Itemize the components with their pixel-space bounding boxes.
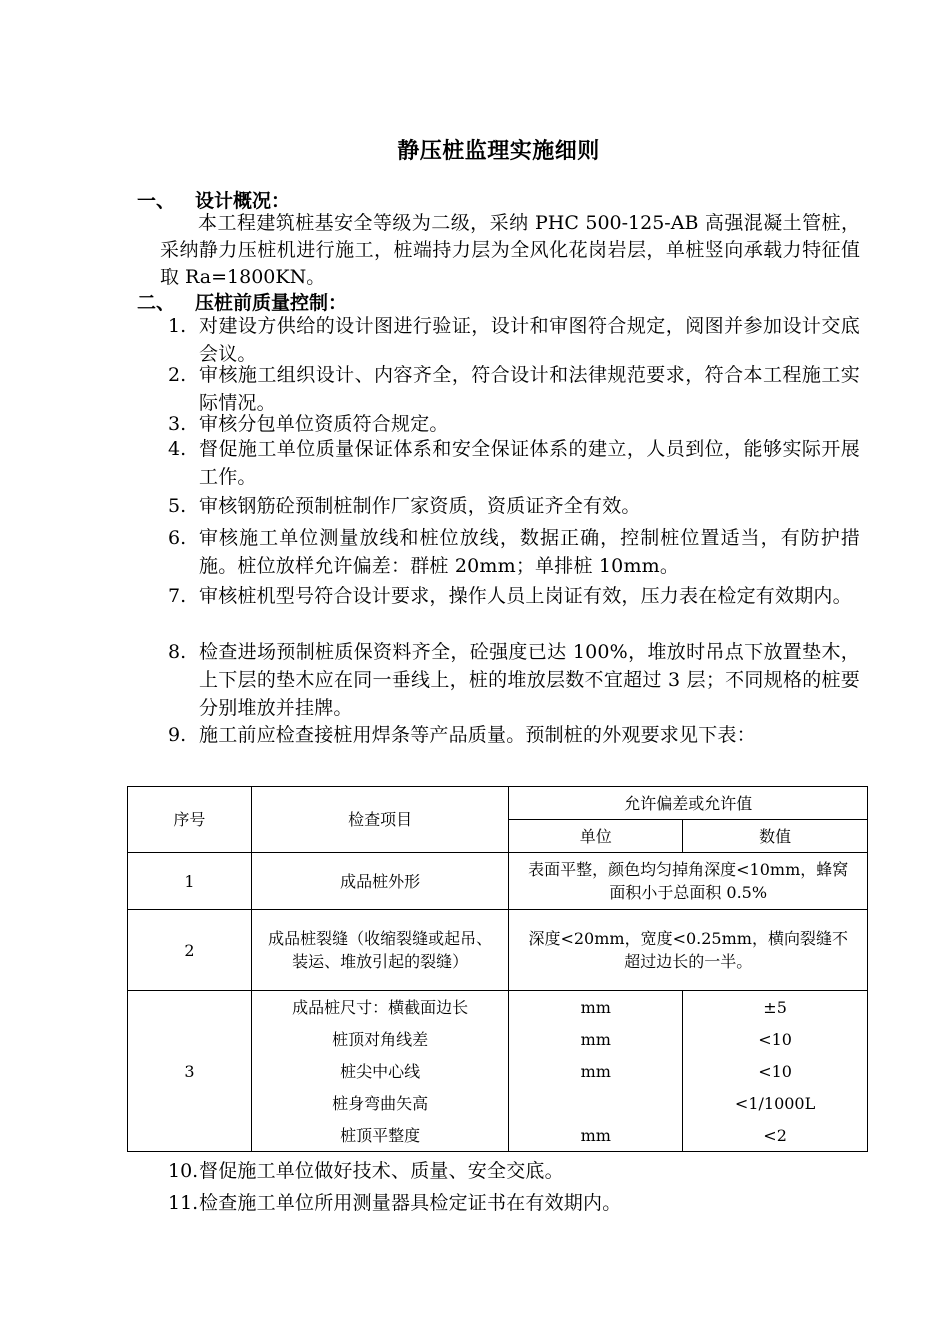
list-item-number: 9.: [168, 724, 187, 746]
table-row: [128, 853, 868, 910]
cell-value: <1/1000L: [683, 1087, 868, 1119]
table-row: [128, 991, 868, 1024]
list-item-number: 5.: [168, 495, 187, 517]
list-item-number: 8.: [168, 641, 187, 663]
cell-value: <2: [683, 1119, 868, 1152]
header-unit: 单位: [509, 820, 683, 853]
list-item: [168, 1157, 860, 1185]
section-1-number: 一、: [137, 190, 176, 212]
list-item: [168, 435, 860, 491]
list-item: [168, 638, 860, 722]
list-item-number: 11.: [168, 1192, 199, 1214]
list-item-number: 3.: [168, 413, 187, 435]
list-item-text: 审核分包单位资质符合规定。: [199, 413, 449, 435]
cell-value: <10: [683, 1055, 868, 1087]
list-item-text: 审核施工单位测量放线和桩位放线，数据正确，控制桩位置适当，有防护措施。桩位放样允许偏差：群桩 20mm；单排桩 10mm。: [199, 527, 860, 577]
cell-unit: mm: [509, 991, 683, 1024]
section-2-title: 压桩前质量控制：: [195, 292, 348, 314]
cell-item: 成品桩外形: [251, 853, 509, 910]
list-item-number: 10.: [168, 1160, 199, 1182]
header-allow: 允许偏差或允许值: [509, 787, 868, 820]
pile-appearance-table: [127, 786, 868, 1152]
header-value: 数值: [683, 820, 868, 853]
cell-item: 成品桩尺寸：横截面边长: [251, 991, 509, 1024]
section-2-heading: [137, 288, 347, 315]
cell-seq: 2: [128, 910, 252, 991]
list-item: [168, 410, 860, 438]
cell-allow: 深度<20mm，宽度<0.25mm，横向裂缝不超过边长的一半。: [509, 910, 868, 991]
section-1-paragraph: 本工程建筑桩基安全等级为二级，采纳 PHC 500-125-AB 高强混凝土管桩，采纳静力压桩机进行施工，桩端持力层为全风化花岗岩层，单桩竖向承载力特征值取 Ra=1800KN。: [160, 212, 860, 288]
list-item-number: 2.: [168, 364, 187, 386]
list-item-text: 督促施工单位质量保证体系和安全保证体系的建立，人员到位，能够实际开展工作。: [199, 438, 860, 488]
cell-item: 桩尖中心线: [251, 1055, 509, 1087]
cell-item: 成品桩裂缝（收缩裂缝或起吊、装运、堆放引起的裂缝）: [251, 910, 509, 991]
list-item-text: 督促施工单位做好技术、质量、安全交底。: [199, 1160, 564, 1182]
list-item-text: 对建设方供给的设计图进行验证，设计和审图符合规定，阅图并参加设计交底会议。: [199, 315, 860, 365]
cell-item: 桩顶平整度: [251, 1119, 509, 1152]
cell-value: ±5: [683, 991, 868, 1024]
list-item: [168, 312, 860, 368]
cell-item: 桩顶对角线差: [251, 1023, 509, 1055]
list-item-number: 4.: [168, 438, 187, 460]
list-item: [168, 1189, 860, 1217]
table-header-row: [128, 787, 868, 820]
section-1-title: 设计概况：: [195, 190, 291, 212]
cell-unit: [509, 1087, 683, 1119]
list-item: [168, 492, 860, 520]
section-2-number: 二、: [137, 292, 176, 314]
cell-seq: 1: [128, 853, 252, 910]
cell-unit: mm: [509, 1119, 683, 1152]
table-row: [128, 910, 868, 991]
section-1-heading: [137, 186, 290, 213]
page-title: 静压桩监理实施细则: [397, 139, 600, 164]
list-item-text: 施工前应检查接桩用焊条等产品质量。预制桩的外观要求见下表：: [199, 724, 756, 746]
cell-unit: mm: [509, 1023, 683, 1055]
header-item: 检查项目: [251, 787, 509, 853]
header-seq: 序号: [128, 787, 252, 853]
list-item-text: 审核施工组织设计、内容齐全，符合设计和法律规范要求，符合本工程施工实际情况。: [199, 364, 860, 414]
list-item-text: 审核桩机型号符合设计要求，操作人员上岗证有效，压力表在检定有效期内。: [199, 585, 852, 607]
list-item-text: 检查施工单位所用测量器具检定证书在有效期内。: [199, 1192, 622, 1214]
list-item: [168, 721, 860, 749]
list-item-text: 审核钢筋砼预制桩制作厂家资质，资质证齐全有效。: [199, 495, 641, 517]
list-item: [168, 582, 860, 610]
list-item-text: 检查进场预制桩质保资料齐全，砼强度已达 100%，堆放时吊点下放置垫木，上下层的垫木应在同一垂线上，桩的堆放层数不宜超过 3 层；不同规格的桩要分别堆放并挂牌。: [199, 641, 860, 719]
cell-seq: 3: [128, 991, 252, 1152]
list-item-number: 7.: [168, 585, 187, 607]
cell-allow: 表面平整，颜色均匀掉角深度<10mm，蜂窝面积小于总面积 0.5%: [509, 853, 868, 910]
list-item: [168, 361, 860, 417]
cell-unit: mm: [509, 1055, 683, 1087]
cell-value: <10: [683, 1023, 868, 1055]
cell-item: 桩身弯曲矢高: [251, 1087, 509, 1119]
list-item-number: 1.: [168, 315, 187, 337]
list-item: [168, 524, 860, 580]
list-item-number: 6.: [168, 527, 187, 549]
